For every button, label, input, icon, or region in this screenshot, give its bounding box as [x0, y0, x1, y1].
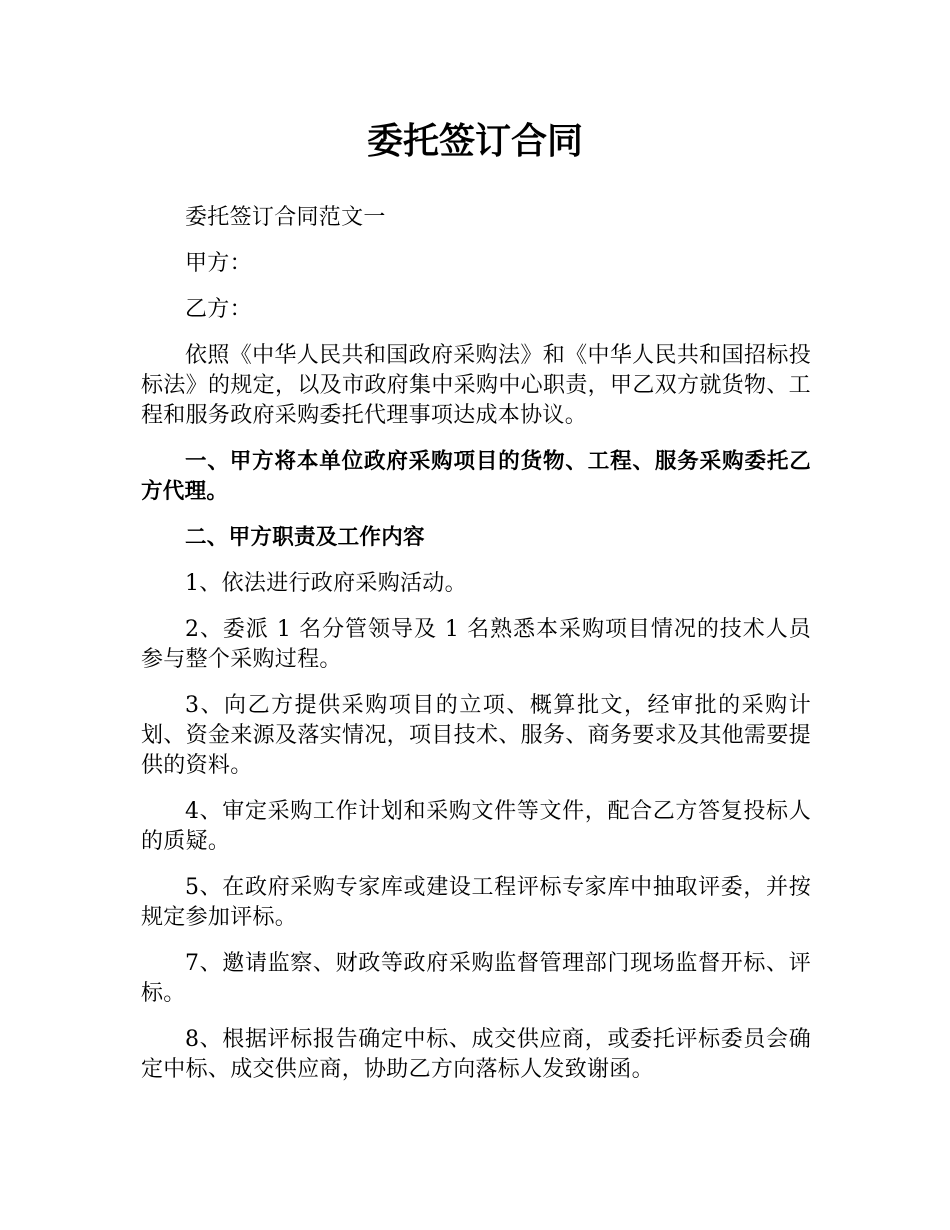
paragraph-party-b: 乙方： — [185, 297, 252, 322]
paragraph-party-a: 甲方： — [185, 251, 252, 276]
section-heading-1: 一、甲方将本单位政府采购项目的货物、工程、服务采购委托乙方代理。 — [141, 449, 811, 504]
list-item: 8、根据评标报告确定中标、成交供应商，或委托评标委员会确定中标、成交供应商，协助乙方向落标人发致谢函。 — [141, 1027, 811, 1082]
list-item: 3、向乙方提供采购项目的立项、概算批文，经审批的采购计划、资金来源及落实情况，项目技术、服务、商务要求及其他需要提供的资料。 — [141, 693, 811, 778]
list-item: 2、委派 1 名分管领导及 1 名熟悉本采购项目情况的技术人员参与整个采购过程。 — [141, 617, 811, 672]
list-item: 7、邀请监察、财政等政府采购监督管理部门现场监督开标、评标。 — [141, 951, 811, 1006]
section-heading-2: 二、甲方职责及工作内容 — [185, 525, 425, 550]
document-body — [141, 203, 811, 1101]
paragraph-preamble: 依照《中华人民共和国政府采购法》和《中华人民共和国招标投标法》的规定，以及市政府集中采购中心职责，甲乙双方就货物、工程和服务政府采购委托代理事项达成本协议。 — [141, 343, 811, 428]
list-item: 5、在政府采购专家库或建设工程评标专家库中抽取评委，并按规定参加评标。 — [141, 875, 811, 930]
document-title: 委托签订合同 — [366, 121, 583, 162]
list-item: 4、审定采购工作计划和采购文件等文件，配合乙方答复投标人的质疑。 — [141, 799, 811, 854]
paragraph-subtitle: 委托签订合同范文一 — [185, 205, 386, 230]
list-item: 1、依法进行政府采购活动。 — [185, 571, 467, 596]
